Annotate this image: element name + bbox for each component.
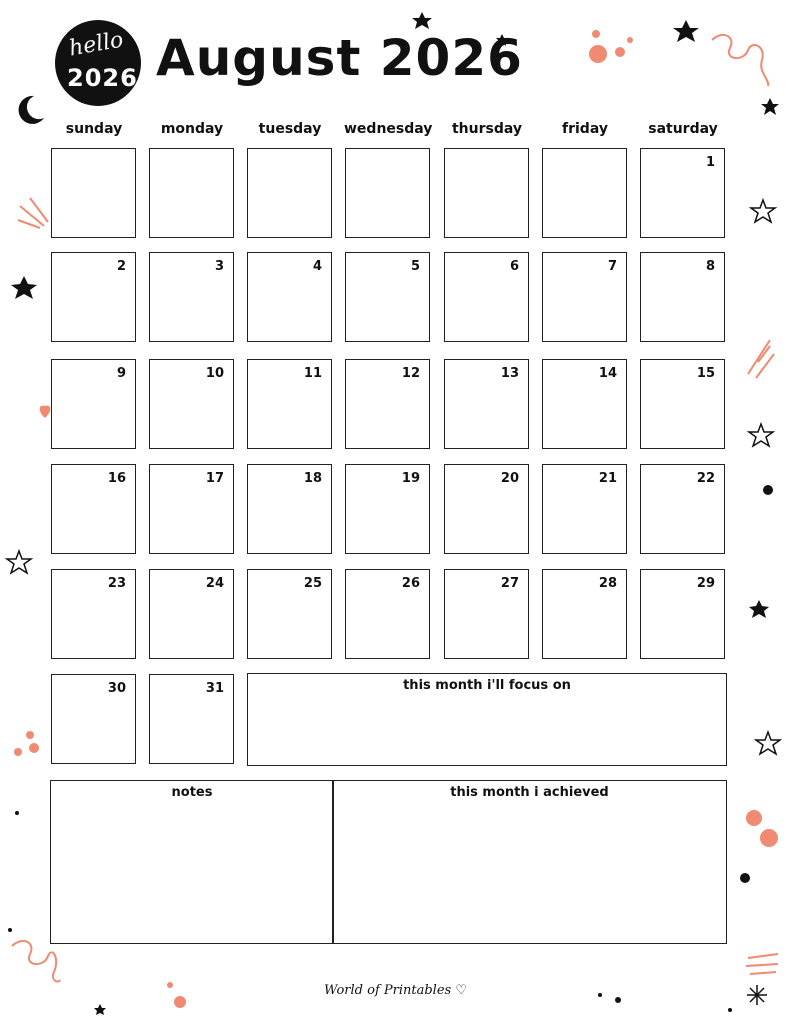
notes-label: notes	[171, 785, 213, 800]
day-number: 31	[205, 681, 224, 696]
dash-lines-icon	[746, 954, 778, 974]
star-icon	[749, 600, 769, 618]
swirl-icon	[712, 35, 768, 86]
dot-icon	[740, 873, 750, 883]
focus-label: this month i'll focus on	[403, 678, 571, 693]
day-number: 9	[116, 366, 126, 381]
weekday-monday: monday	[160, 121, 224, 137]
day-number: 1	[705, 155, 715, 170]
badge-year-text: 2026	[67, 64, 138, 92]
star-outline-icon	[756, 732, 780, 754]
day-cell[interactable]	[640, 569, 725, 659]
day-cell[interactable]	[444, 464, 529, 554]
dot-icon	[29, 743, 39, 753]
focus-box[interactable]	[247, 673, 727, 766]
day-number: 14	[598, 366, 617, 381]
day-cell[interactable]	[51, 252, 136, 342]
day-cell[interactable]	[542, 464, 627, 554]
day-number: 30	[107, 681, 126, 696]
day-number: 24	[205, 576, 224, 591]
dot-icon	[627, 37, 633, 43]
day-cell[interactable]	[444, 359, 529, 449]
day-cell[interactable]	[149, 569, 234, 659]
dot-icon	[760, 829, 778, 847]
star-outline-icon	[7, 551, 31, 573]
dot-icon	[14, 748, 22, 756]
dash-lines-icon	[748, 340, 774, 378]
footer-brand	[0, 983, 791, 998]
dot-icon	[15, 811, 19, 815]
star-icon	[412, 12, 432, 29]
day-number: 5	[410, 259, 420, 274]
heart-outline-icon: ♡	[455, 983, 467, 998]
day-cell[interactable]	[247, 569, 332, 659]
day-cell[interactable]	[247, 464, 332, 554]
day-cell[interactable]	[51, 148, 136, 238]
weekday-tuesday: tuesday	[258, 121, 322, 137]
day-cell[interactable]	[51, 464, 136, 554]
day-cell[interactable]	[149, 252, 234, 342]
hello-badge	[55, 20, 141, 106]
day-number: 25	[303, 576, 322, 591]
day-cell[interactable]	[542, 148, 627, 238]
badge-hello-text: hello	[67, 27, 126, 62]
dot-icon	[763, 485, 773, 495]
day-cell[interactable]	[542, 359, 627, 449]
day-number: 16	[107, 471, 126, 486]
day-number: 19	[401, 471, 420, 486]
day-cell[interactable]	[51, 359, 136, 449]
day-cell[interactable]	[542, 569, 627, 659]
dot-icon	[746, 810, 762, 826]
day-cell[interactable]	[640, 359, 725, 449]
day-cell[interactable]	[149, 148, 234, 238]
page-title: August 2026	[156, 29, 523, 87]
star-icon	[761, 98, 779, 115]
notes-box[interactable]	[50, 780, 334, 944]
day-number: 8	[705, 259, 715, 274]
day-number: 17	[205, 471, 224, 486]
day-cell[interactable]	[542, 252, 627, 342]
day-number: 11	[303, 366, 322, 381]
day-cell[interactable]	[51, 674, 136, 764]
day-number: 23	[107, 576, 126, 591]
dot-icon	[26, 731, 34, 739]
day-number: 2	[116, 259, 126, 274]
day-number: 13	[500, 366, 519, 381]
day-cell[interactable]	[345, 359, 430, 449]
day-cell[interactable]	[640, 252, 725, 342]
day-number: 28	[598, 576, 617, 591]
day-number: 3	[214, 259, 224, 274]
dot-icon	[615, 47, 625, 57]
star-icon	[94, 1004, 106, 1015]
day-cell[interactable]	[247, 359, 332, 449]
footer-text: World of Printables	[323, 983, 452, 998]
day-cell[interactable]	[149, 674, 234, 764]
day-cell[interactable]	[345, 569, 430, 659]
day-cell[interactable]	[640, 464, 725, 554]
dot-icon	[589, 45, 607, 63]
day-number: 10	[205, 366, 224, 381]
day-cell[interactable]	[444, 569, 529, 659]
day-number: 29	[696, 576, 715, 591]
weekday-wednesday: wednesday	[344, 121, 433, 137]
day-cell[interactable]	[345, 464, 430, 554]
star-outline-icon	[749, 424, 773, 446]
dash-lines-icon	[18, 198, 48, 228]
day-number: 7	[607, 259, 617, 274]
achieved-label: this month i achieved	[450, 785, 609, 800]
day-number: 20	[500, 471, 519, 486]
weekday-friday: friday	[562, 121, 608, 137]
day-number: 21	[598, 471, 617, 486]
day-number: 27	[500, 576, 519, 591]
day-cell[interactable]	[149, 359, 234, 449]
dot-icon	[8, 928, 12, 932]
star-outline-icon	[751, 200, 775, 222]
day-cell[interactable]	[444, 252, 529, 342]
dot-icon	[728, 1008, 732, 1012]
day-cell[interactable]	[247, 148, 332, 238]
day-number: 15	[696, 366, 715, 381]
weekday-sunday: sunday	[65, 121, 123, 137]
star-icon	[11, 276, 37, 299]
day-cell[interactable]	[345, 252, 430, 342]
day-number: 4	[312, 259, 322, 274]
day-number: 22	[696, 471, 715, 486]
day-number: 26	[401, 576, 420, 591]
day-number: 12	[401, 366, 420, 381]
achieved-box[interactable]	[332, 780, 727, 944]
weekday-saturday: saturday	[648, 121, 718, 137]
day-number: 6	[509, 259, 519, 274]
heart-icon	[40, 406, 51, 418]
day-cell[interactable]	[51, 569, 136, 659]
day-cell[interactable]	[345, 148, 430, 238]
star-icon	[673, 20, 699, 42]
moon-icon	[19, 96, 44, 124]
day-cell[interactable]	[640, 148, 725, 238]
weekday-thursday: thursday	[451, 121, 523, 137]
day-number: 18	[303, 471, 322, 486]
swirl-icon	[12, 941, 60, 982]
day-cell[interactable]	[149, 464, 234, 554]
dot-icon	[592, 30, 600, 38]
day-cell[interactable]	[444, 148, 529, 238]
day-cell[interactable]	[247, 252, 332, 342]
